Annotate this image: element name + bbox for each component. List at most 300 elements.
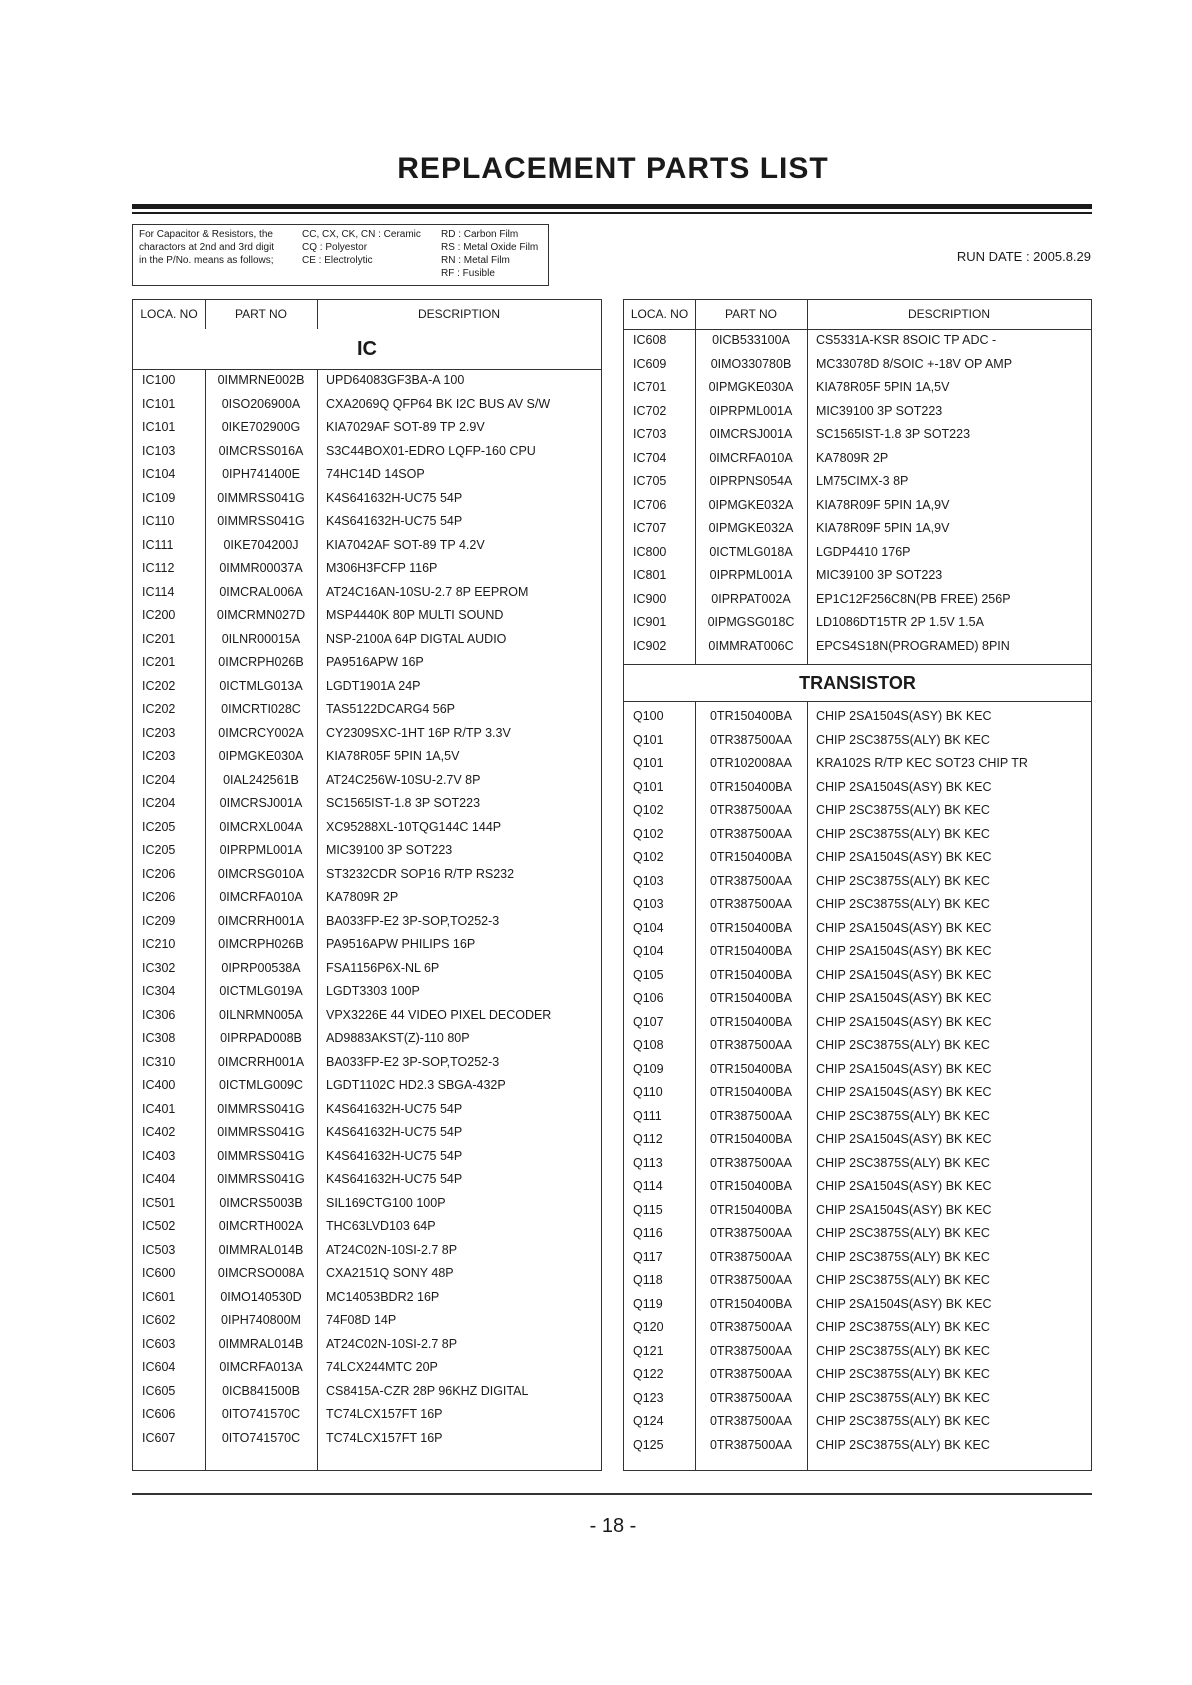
- loca-no-cell: IC601: [142, 1289, 176, 1304]
- loca-no-cell: IC607: [142, 1430, 176, 1445]
- part-no-cell: 0IPRPML001A: [219, 843, 303, 857]
- part-no-cell: 0TR150400BA: [709, 1179, 792, 1193]
- loca-no-cell: Q100: [633, 709, 664, 723]
- table-row: [624, 330, 1091, 354]
- loca-no-cell: Q104: [633, 944, 664, 958]
- table-row: [133, 864, 601, 888]
- table-row: [133, 441, 601, 465]
- legend-line: For Capacitor & Resistors, the: [139, 229, 273, 240]
- description-cell: BA033FP-E2 3P-SOP,TO252-3: [326, 913, 500, 928]
- description-cell: CHIP 2SC3875S(ALY) BK KEC: [816, 1108, 990, 1123]
- loca-no-cell: IC201: [142, 631, 176, 646]
- description-cell: 74HC14D 14SOP: [326, 467, 425, 481]
- part-no-cell: 0IMCRXL004A: [219, 819, 303, 834]
- table-row: [624, 847, 1091, 871]
- part-no-cell: 0IMCRTH002A: [218, 1219, 304, 1233]
- part-no-cell: 0TR387500AA: [709, 732, 792, 747]
- description-cell: CHIP 2SC3875S(ALY) BK KEC: [816, 873, 990, 888]
- description-cell: CHIP 2SC3875S(ALY) BK KEC: [816, 1320, 990, 1334]
- legend-capacitors: [302, 228, 437, 267]
- description-cell: CXA2151Q SONY 48P: [326, 1266, 454, 1280]
- description-cell: CY2309SXC-1HT 16P R/TP 3.3V: [326, 725, 511, 740]
- part-no-cell: 0ISO206900A: [221, 396, 301, 411]
- table-row: [624, 518, 1091, 542]
- header-part-no: PART NO: [234, 307, 287, 321]
- page-title: REPLACEMENT PARTS LIST: [397, 152, 829, 185]
- part-no-cell: 0IPMGKE032A: [708, 521, 794, 535]
- part-no-cell: 0TR387500AA: [709, 1108, 792, 1123]
- loca-no-cell: IC203: [142, 725, 176, 740]
- loca-no-cell: Q103: [633, 897, 664, 911]
- table-row: [133, 1334, 601, 1358]
- loca-no-cell: IC112: [142, 561, 175, 575]
- table-row: [133, 417, 601, 441]
- table-row: [133, 1428, 601, 1452]
- part-no-cell: 0IMCRRH001A: [217, 913, 305, 928]
- table-row: [133, 582, 601, 606]
- description-cell: CHIP 2SA1504S(ASY) BK KEC: [816, 1202, 992, 1217]
- part-no-cell: 0IPH740800M: [221, 1313, 301, 1327]
- legend-line: CQ : Polyestor: [302, 242, 368, 253]
- loca-no-cell: IC800: [633, 544, 667, 559]
- description-cell: LGDT1102C HD2.3 SBGA-432P: [326, 1078, 506, 1092]
- part-no-cell: 0IKE702900G: [221, 420, 301, 434]
- table-row: [624, 1270, 1091, 1294]
- loca-no-cell: IC401: [142, 1101, 176, 1116]
- part-no-cell: 0TR387500AA: [709, 1390, 792, 1405]
- loca-no-cell: IC702: [633, 403, 667, 418]
- table-row: [624, 1388, 1091, 1412]
- loca-no-cell: Q110: [633, 1085, 663, 1099]
- table-row: [133, 488, 601, 512]
- loca-no-cell: Q118: [633, 1273, 663, 1287]
- table-row: [133, 1052, 601, 1076]
- part-no-cell: 0IMMRAL014B: [218, 1336, 304, 1351]
- description-cell: K4S641632H-UC75 54P: [326, 514, 463, 528]
- part-no-cell: 0IMCRSJ001A: [709, 427, 793, 441]
- loca-no-cell: IC114: [142, 584, 175, 599]
- description-cell: CHIP 2SA1504S(ASY) BK KEC: [816, 1179, 992, 1193]
- part-no-cell: 0TR387500AA: [709, 1320, 792, 1334]
- part-no-cell: 0IAL242561B: [223, 772, 299, 787]
- loca-no-cell: Q101: [633, 756, 664, 770]
- table-row: [624, 1106, 1091, 1130]
- table-row: [624, 1223, 1091, 1247]
- loca-no-cell: IC603: [142, 1336, 176, 1351]
- loca-no-cell: Q124: [633, 1414, 664, 1428]
- description-cell: LGDT3303 100P: [326, 984, 420, 998]
- loca-no-cell: Q106: [633, 991, 664, 1005]
- part-no-cell: 0TR387500AA: [709, 1273, 792, 1287]
- table-row: [624, 1035, 1091, 1059]
- part-no-cell: 0IMMRAL014B: [218, 1242, 304, 1257]
- description-cell: K4S641632H-UC75 54P: [326, 1148, 463, 1163]
- description-cell: KIA78R05F 5PIN 1A,5V: [816, 380, 950, 394]
- description-cell: NSP-2100A 64P DIGTAL AUDIO: [326, 631, 507, 646]
- table-row: [624, 542, 1091, 566]
- table-row: [624, 589, 1091, 613]
- loca-no-cell: Q114: [633, 1179, 663, 1193]
- table-row: [133, 1404, 601, 1428]
- description-cell: KIA78R09F 5PIN 1A,9V: [816, 497, 950, 512]
- table-row: [133, 723, 601, 747]
- page-number: - 18 -: [589, 1515, 637, 1537]
- loca-no-cell: Q115: [633, 1202, 663, 1217]
- description-cell: CHIP 2SC3875S(ALY) BK KEC: [816, 1273, 990, 1287]
- table-row: [133, 1146, 601, 1170]
- table-row: [133, 652, 601, 676]
- loca-no-cell: IC210: [142, 937, 176, 951]
- part-no-cell: 0IMMR00037A: [219, 561, 303, 575]
- table-row: [133, 1216, 601, 1240]
- part-no-cell: 0IMO140530D: [220, 1289, 302, 1304]
- description-cell: SC1565IST-1.8 3P SOT223: [816, 427, 971, 441]
- description-cell: CHIP 2SC3875S(ALY) BK KEC: [816, 1226, 990, 1240]
- loca-no-cell: IC703: [633, 427, 667, 441]
- part-no-cell: 0ILNR00015A: [221, 631, 301, 646]
- part-no-cell: 0TR150400BA: [709, 1061, 792, 1076]
- part-no-cell: 0TR387500AA: [709, 1367, 792, 1381]
- part-no-cell: 0IMCRCY002A: [218, 725, 304, 740]
- part-no-cell: 0IMCRRH001A: [217, 1054, 305, 1069]
- part-no-cell: 0TR387500AA: [709, 873, 792, 888]
- part-no-cell: 0IPRPML001A: [709, 403, 793, 418]
- part-no-cell: 0IMCRMN027D: [216, 608, 306, 622]
- table-row: [133, 394, 601, 418]
- part-no-cell: 0IMCRFA010A: [709, 450, 793, 465]
- legend-line: CE : Electrolytic: [302, 255, 373, 266]
- loca-no-cell: Q125: [633, 1437, 664, 1452]
- description-cell: FSA1156P6X-NL 6P: [326, 960, 440, 975]
- table-row: [133, 746, 601, 770]
- table-row: [133, 1005, 601, 1029]
- legend-line: RD : Carbon Film: [441, 229, 519, 240]
- part-no-cell: 0IPRPNS054A: [709, 474, 793, 488]
- description-cell: AT24C16AN-10SU-2.7 8P EEPROM: [326, 584, 529, 599]
- loca-no-cell: Q101: [633, 779, 664, 794]
- table-header: [624, 300, 1091, 330]
- table-row: [133, 1169, 601, 1193]
- description-cell: MC14053BDR2 16P: [326, 1289, 440, 1304]
- loca-no-cell: IC704: [633, 450, 667, 465]
- legend-line: charactors at 2nd and 3rd digit: [139, 242, 275, 253]
- loca-no-cell: IC310: [142, 1054, 176, 1069]
- loca-no-cell: Q121: [633, 1343, 664, 1358]
- table-row: [624, 824, 1091, 848]
- description-cell: CHIP 2SA1504S(ASY) BK KEC: [816, 967, 992, 982]
- table-row: [624, 1435, 1091, 1459]
- description-cell: CHIP 2SC3875S(ALY) BK KEC: [816, 1367, 990, 1381]
- part-no-cell: 0IKE704200J: [223, 537, 299, 552]
- table-row: [624, 1411, 1091, 1435]
- table-row: [624, 1247, 1091, 1271]
- table-row: [133, 1028, 601, 1052]
- table-row: [133, 699, 601, 723]
- table-row: [624, 1153, 1091, 1177]
- table-row: [624, 471, 1091, 495]
- loca-no-cell: IC600: [142, 1266, 176, 1280]
- loca-no-cell: IC706: [633, 497, 667, 512]
- ic-rows: [133, 370, 601, 1451]
- part-no-cell: 0IMMRAT006C: [708, 638, 794, 653]
- part-no-cell: 0TR387500AA: [709, 1343, 792, 1358]
- title-rule-thin: [132, 212, 1092, 214]
- table-row: [133, 511, 601, 535]
- description-cell: KIA78R05F 5PIN 1A,5V: [326, 749, 460, 763]
- legend-line: CC, CX, CK, CN : Ceramic: [302, 229, 421, 240]
- description-cell: TC74LCX157FT 16P: [326, 1407, 443, 1421]
- description-cell: UPD64083GF3BA-A 100: [326, 373, 465, 387]
- description-cell: THC63LVD103 64P: [326, 1219, 436, 1233]
- loca-no-cell: Q111: [633, 1108, 662, 1123]
- part-no-cell: 0ICB841500B: [222, 1383, 300, 1398]
- description-cell: CHIP 2SC3875S(ALY) BK KEC: [816, 732, 990, 747]
- description-cell: SIL169CTG100 100P: [326, 1195, 446, 1210]
- part-no-cell: 0IMMRSS041G: [217, 1125, 305, 1139]
- loca-no-cell: IC209: [142, 913, 176, 928]
- loca-no-cell: IC103: [142, 443, 176, 458]
- part-no-cell: 0IPMGKE032A: [708, 497, 794, 512]
- description-cell: CHIP 2SC3875S(ALY) BK KEC: [816, 1414, 990, 1428]
- description-cell: TC74LCX157FT 16P: [326, 1430, 443, 1445]
- description-cell: ST3232CDR SOP16 R/TP RS232: [326, 866, 515, 881]
- part-no-cell: 0IMO330780B: [710, 356, 792, 371]
- part-no-cell: 0ICTMLG009C: [218, 1078, 304, 1092]
- table-header: [133, 300, 601, 330]
- description-cell: CHIP 2SC3875S(ALY) BK KEC: [816, 1038, 990, 1052]
- description-cell: CHIP 2SA1504S(ASY) BK KEC: [816, 709, 992, 723]
- loca-no-cell: Q101: [633, 732, 664, 747]
- loca-no-cell: IC302: [142, 960, 176, 975]
- table-row: [133, 605, 601, 629]
- title-rule-thick: [132, 204, 1092, 209]
- description-cell: PA9516APW 16P: [326, 655, 424, 669]
- description-cell: KA7809R 2P: [326, 890, 399, 904]
- table-row: [133, 558, 601, 582]
- loca-no-cell: Q120: [633, 1320, 664, 1334]
- table-row: [624, 1317, 1091, 1341]
- section-transistor: TRANSISTOR: [624, 664, 1091, 702]
- table-row: [624, 448, 1091, 472]
- part-no-cell: 0ICTMLG018A: [709, 544, 793, 559]
- part-no-cell: 0TR150400BA: [709, 1014, 792, 1029]
- loca-no-cell: IC902: [633, 638, 667, 653]
- loca-no-cell: IC111: [142, 537, 174, 552]
- loca-no-cell: IC400: [142, 1078, 176, 1092]
- table-row: [133, 1263, 601, 1287]
- loca-no-cell: IC203: [142, 749, 176, 763]
- loca-no-cell: IC101: [142, 420, 176, 434]
- loca-no-cell: Q122: [633, 1367, 664, 1381]
- ic-rows-continued: [624, 330, 1091, 659]
- description-cell: CHIP 2SA1504S(ASY) BK KEC: [816, 779, 992, 794]
- parts-table-right: [623, 299, 1092, 1471]
- table-row: [624, 730, 1091, 754]
- description-cell: AT24C02N-10SI-2.7 8P: [326, 1336, 458, 1351]
- header-description: DESCRIPTION: [417, 307, 500, 321]
- table-row: [624, 424, 1091, 448]
- description-cell: CHIP 2SA1504S(ASY) BK KEC: [816, 920, 992, 935]
- part-no-cell: 0IPMGKE030A: [218, 749, 304, 763]
- table-row: [624, 894, 1091, 918]
- table-row: [624, 1364, 1091, 1388]
- part-no-cell: 0ILNRMN005A: [218, 1007, 304, 1022]
- description-cell: K4S641632H-UC75 54P: [326, 490, 463, 505]
- loca-no-cell: Q102: [633, 850, 664, 864]
- loca-no-cell: IC205: [142, 819, 176, 834]
- loca-no-cell: IC502: [142, 1219, 176, 1233]
- part-no-cell: 0TR150400BA: [709, 1085, 792, 1099]
- description-cell: CHIP 2SC3875S(ALY) BK KEC: [816, 1343, 990, 1358]
- part-no-cell: 0IPMGSG018C: [707, 615, 795, 629]
- table-row: [133, 887, 601, 911]
- loca-no-cell: IC701: [633, 380, 667, 394]
- part-no-cell: 0IMMRSS041G: [217, 1101, 305, 1116]
- table-row: [133, 535, 601, 559]
- part-no-cell: 0TR150400BA: [709, 1132, 792, 1146]
- table-row: [624, 706, 1091, 730]
- parts-table-left: [132, 299, 602, 1471]
- description-cell: KIA7029AF SOT-89 TP 2.9V: [326, 420, 485, 434]
- part-no-cell: 0TR102008AA: [709, 756, 792, 770]
- part-no-cell: 0TR150400BA: [709, 1202, 792, 1217]
- description-cell: CHIP 2SA1504S(ASY) BK KEC: [816, 1061, 992, 1076]
- description-cell: CHIP 2SA1504S(ASY) BK KEC: [816, 1014, 992, 1029]
- description-cell: CS8415A-CZR 28P 96KHZ DIGITAL: [326, 1383, 529, 1398]
- description-cell: SC1565IST-1.8 3P SOT223: [326, 796, 481, 810]
- table-row: [624, 988, 1091, 1012]
- description-cell: K4S641632H-UC75 54P: [326, 1172, 463, 1186]
- description-cell: BA033FP-E2 3P-SOP,TO252-3: [326, 1054, 500, 1069]
- table-row: [133, 840, 601, 864]
- loca-no-cell: IC202: [142, 702, 176, 716]
- description-cell: KIA78R09F 5PIN 1A,9V: [816, 521, 950, 535]
- description-cell: KA7809R 2P: [816, 450, 889, 465]
- loca-no-cell: IC204: [142, 796, 176, 810]
- part-no-cell: 0TR150400BA: [709, 850, 792, 864]
- table-row: [133, 1240, 601, 1264]
- legend-intro: [139, 228, 294, 267]
- part-no-cell: 0IMCRFA013A: [219, 1360, 303, 1374]
- loca-no-cell: IC705: [633, 474, 667, 488]
- header-loca-no: LOCA. NO: [140, 307, 198, 321]
- table-row: [133, 1287, 601, 1311]
- description-cell: PA9516APW PHILIPS 16P: [326, 937, 476, 951]
- loca-no-cell: IC602: [142, 1313, 176, 1327]
- loca-no-cell: IC308: [142, 1031, 176, 1045]
- loca-no-cell: IC609: [633, 356, 667, 371]
- table-row: [624, 965, 1091, 989]
- loca-no-cell: IC110: [142, 514, 175, 528]
- table-row: [133, 934, 601, 958]
- loca-no-cell: Q102: [633, 803, 664, 817]
- part-no-cell: 0IMMRNE002B: [217, 373, 305, 387]
- description-cell: MIC39100 3P SOT223: [326, 843, 453, 857]
- description-cell: LGDT1901A 24P: [326, 678, 421, 693]
- description-cell: CHIP 2SC3875S(ALY) BK KEC: [816, 1249, 990, 1264]
- loca-no-cell: IC801: [633, 568, 667, 582]
- description-cell: AT24C02N-10SI-2.7 8P: [326, 1242, 458, 1257]
- part-no-cell: 0TR150400BA: [709, 944, 792, 958]
- part-no-cell: 0IPRPAD008B: [220, 1031, 302, 1045]
- table-row: [133, 1381, 601, 1405]
- part-no-cell: 0IMCRTI028C: [221, 702, 301, 716]
- part-no-cell: 0IMMRSS041G: [217, 490, 305, 505]
- description-cell: CHIP 2SC3875S(ALY) BK KEC: [816, 803, 990, 817]
- table-row: [133, 629, 601, 653]
- description-cell: CHIP 2SA1504S(ASY) BK KEC: [816, 991, 992, 1005]
- part-no-cell: 0TR387500AA: [709, 897, 792, 911]
- loca-no-cell: Q107: [633, 1014, 664, 1029]
- table-row: [624, 1059, 1091, 1083]
- table-row: [624, 1129, 1091, 1153]
- table-row: [133, 911, 601, 935]
- part-no-cell: 0TR150400BA: [709, 920, 792, 935]
- table-row: [624, 636, 1091, 660]
- legend-box: [132, 224, 549, 286]
- loca-no-cell: Q105: [633, 967, 664, 982]
- table-row: [133, 981, 601, 1005]
- table-row: [133, 1099, 601, 1123]
- part-no-cell: 0IPH741400E: [222, 467, 300, 481]
- description-cell: M306H3FCFP 116P: [326, 561, 438, 575]
- loca-no-cell: IC900: [633, 591, 667, 606]
- table-row: [133, 370, 601, 394]
- table-row: [624, 871, 1091, 895]
- loca-no-cell: Q117: [633, 1249, 663, 1264]
- table-row: [133, 817, 601, 841]
- description-cell: AT24C256W-10SU-2.7V 8P: [326, 772, 481, 787]
- description-cell: K4S641632H-UC75 54P: [326, 1125, 463, 1139]
- part-no-cell: 0ICTMLG013A: [219, 678, 303, 693]
- table-row: [624, 1082, 1091, 1106]
- description-cell: EP1C12F256C8N(PB FREE) 256P: [816, 591, 1011, 606]
- part-no-cell: 0IMCRS5003B: [219, 1195, 303, 1210]
- loca-no-cell: IC109: [142, 490, 176, 505]
- legend-resistors: [441, 228, 551, 280]
- part-no-cell: 0TR387500AA: [709, 1437, 792, 1452]
- part-no-cell: 0TR150400BA: [709, 779, 792, 794]
- loca-no-cell: Q113: [633, 1155, 663, 1170]
- part-no-cell: 0IMMRSS041G: [217, 514, 305, 528]
- description-cell: MC33078D 8/SOIC +-18V OP AMP: [816, 356, 1013, 371]
- part-no-cell: 0IPRPML001A: [709, 568, 793, 582]
- loca-no-cell: Q104: [633, 920, 664, 935]
- part-no-cell: 0IMCRPH026B: [218, 655, 304, 669]
- loca-no-cell: IC306: [142, 1007, 176, 1022]
- part-no-cell: 0TR387500AA: [709, 1414, 792, 1428]
- loca-no-cell: IC707: [633, 521, 667, 535]
- loca-no-cell: IC606: [142, 1407, 176, 1421]
- loca-no-cell: Q103: [633, 873, 664, 888]
- loca-no-cell: Q116: [633, 1226, 663, 1240]
- part-no-cell: 0IMCRSJ001A: [219, 796, 303, 810]
- loca-no-cell: IC206: [142, 866, 176, 881]
- description-cell: CHIP 2SA1504S(ASY) BK KEC: [816, 1132, 992, 1146]
- table-row: [133, 464, 601, 488]
- description-cell: MIC39100 3P SOT223: [816, 403, 943, 418]
- part-no-cell: 0IMCRSO008A: [217, 1266, 305, 1280]
- part-no-cell: 0TR150400BA: [709, 709, 792, 723]
- loca-no-cell: IC402: [142, 1125, 176, 1139]
- table-row: [624, 1200, 1091, 1224]
- part-no-cell: 0IMMRSS041G: [217, 1148, 305, 1163]
- description-cell: CHIP 2SC3875S(ALY) BK KEC: [816, 826, 990, 841]
- part-no-cell: 0IMCRAL006A: [219, 584, 303, 599]
- part-no-cell: 0TR387500AA: [709, 826, 792, 841]
- part-no-cell: 0IMCRPH026B: [218, 937, 304, 951]
- part-no-cell: 0ITO741570C: [221, 1430, 301, 1445]
